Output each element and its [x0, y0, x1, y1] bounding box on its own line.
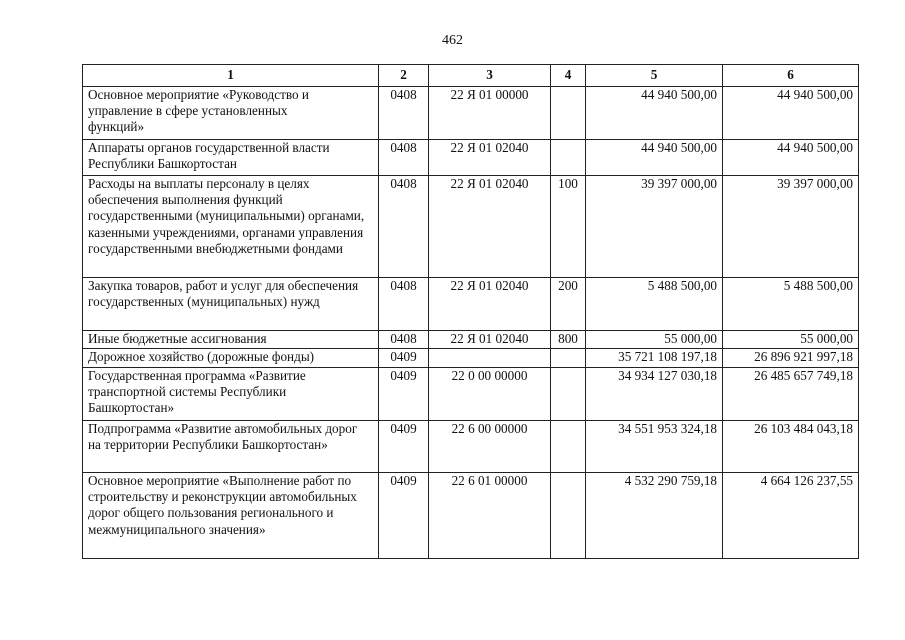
row-name: Основное мероприятие «Выполнение работ по строительству и реконструкции автомобильных дорог общего пользования регионального и межмуниципального значения» — [83, 473, 379, 559]
section-code: 0409 — [379, 421, 429, 473]
row-name: Расходы на выплаты персоналу в целях обеспечения выполнения функций государственными (муниципальными) органами, казенными учреждениями, органами управления государственными внебюджетными фондами — [83, 176, 379, 278]
amount-col5: 35 721 108 197,18 — [586, 349, 723, 368]
amount-col5: 5 488 500,00 — [586, 278, 723, 331]
target-code — [429, 349, 551, 368]
amount-col6: 26 485 657 749,18 — [723, 368, 859, 421]
row-name: Аппараты органов государственной власти Республики Башкортостан — [83, 140, 379, 176]
amount-col6: 39 397 000,00 — [723, 176, 859, 278]
row-name: Основное мероприятие «Руководство и управление в сфере установленных функций» — [83, 87, 379, 140]
table-row — [83, 368, 859, 421]
budget-table — [82, 64, 859, 559]
section-code: 0408 — [379, 278, 429, 331]
amount-col5: 44 940 500,00 — [586, 140, 723, 176]
target-code: 22 0 00 00000 — [429, 368, 551, 421]
amount-col5: 39 397 000,00 — [586, 176, 723, 278]
expense-type-code — [551, 421, 586, 473]
column-header: 3 — [429, 65, 551, 87]
expense-type-code — [551, 140, 586, 176]
target-code: 22 Я 01 02040 — [429, 278, 551, 331]
section-code: 0409 — [379, 368, 429, 421]
section-code: 0408 — [379, 140, 429, 176]
header-row — [83, 65, 859, 87]
section-code: 0408 — [379, 87, 429, 140]
table-row — [83, 331, 859, 349]
table-row — [83, 176, 859, 278]
expense-type-code — [551, 87, 586, 140]
expense-type-code — [551, 473, 586, 559]
amount-col6: 4 664 126 237,55 — [723, 473, 859, 559]
target-code: 22 6 00 00000 — [429, 421, 551, 473]
expense-type-code — [551, 368, 586, 421]
amount-col6: 5 488 500,00 — [723, 278, 859, 331]
page-number: 462 — [442, 33, 463, 48]
row-name: Подпрограмма «Развитие автомобильных дорог на территории Республики Башкортостан» — [83, 421, 379, 473]
table-row — [83, 87, 859, 140]
amount-col6: 26 896 921 997,18 — [723, 349, 859, 368]
target-code: 22 Я 01 02040 — [429, 331, 551, 349]
amount-col5: 4 532 290 759,18 — [586, 473, 723, 559]
section-code: 0409 — [379, 349, 429, 368]
row-name: Закупка товаров, работ и услуг для обеспечения государственных (муниципальных) нужд — [83, 278, 379, 331]
row-name: Иные бюджетные ассигнования — [83, 331, 379, 349]
column-header: 5 — [586, 65, 723, 87]
target-code: 22 Я 01 02040 — [429, 140, 551, 176]
amount-col5: 34 934 127 030,18 — [586, 368, 723, 421]
row-name: Дорожное хозяйство (дорожные фонды) — [83, 349, 379, 368]
amount-col6: 55 000,00 — [723, 331, 859, 349]
section-code: 0408 — [379, 176, 429, 278]
table-row — [83, 421, 859, 473]
expense-type-code: 200 — [551, 278, 586, 331]
table-row — [83, 349, 859, 368]
column-header: 6 — [723, 65, 859, 87]
row-name: Государственная программа «Развитие транспортной системы Республики Башкортостан» — [83, 368, 379, 421]
target-code: 22 Я 01 02040 — [429, 176, 551, 278]
column-header: 4 — [551, 65, 586, 87]
column-header: 1 — [83, 65, 379, 87]
amount-col5: 55 000,00 — [586, 331, 723, 349]
target-code: 22 Я 01 00000 — [429, 87, 551, 140]
expense-type-code — [551, 349, 586, 368]
target-code: 22 6 01 00000 — [429, 473, 551, 559]
amount-col5: 34 551 953 324,18 — [586, 421, 723, 473]
table-row — [83, 278, 859, 331]
expense-type-code: 100 — [551, 176, 586, 278]
amount-col6: 44 940 500,00 — [723, 140, 859, 176]
column-header: 2 — [379, 65, 429, 87]
section-code: 0409 — [379, 473, 429, 559]
amount-col6: 26 103 484 043,18 — [723, 421, 859, 473]
amount-col6: 44 940 500,00 — [723, 87, 859, 140]
table-row — [83, 473, 859, 559]
section-code: 0408 — [379, 331, 429, 349]
table-row — [83, 140, 859, 176]
amount-col5: 44 940 500,00 — [586, 87, 723, 140]
expense-type-code: 800 — [551, 331, 586, 349]
